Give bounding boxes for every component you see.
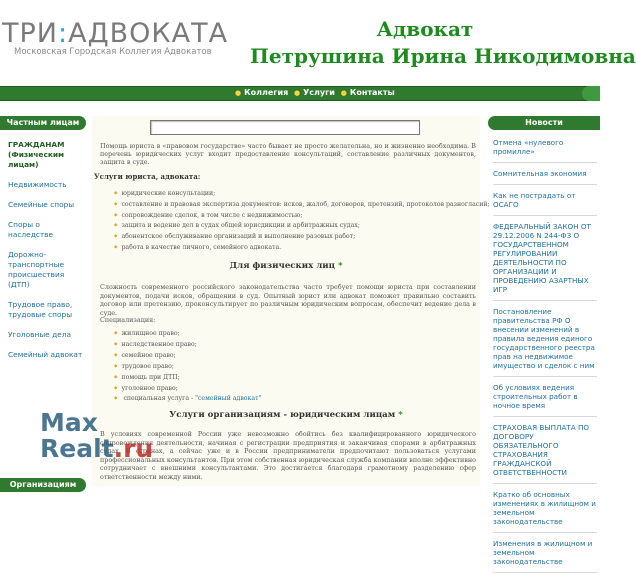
right-sidebar — [488, 108, 600, 566]
list-item: ◆ семейное право; — [114, 351, 454, 362]
special-service-prefix: специальная услуга - — [123, 395, 196, 403]
logo-suffix: АДВОКАТА — [68, 18, 229, 49]
top-menu-bar — [0, 86, 600, 101]
star-mark: * — [398, 410, 403, 420]
menu-item-uslugi[interactable]: Услуги — [303, 88, 335, 97]
bullet-icon: ● — [294, 89, 301, 97]
list-item: ◆ помощь при ДТП; — [114, 373, 454, 384]
news-header: Новости — [488, 116, 600, 130]
logo-subtitle: Московская Городская Коллегия Адвокатов — [14, 47, 212, 57]
list-item: ◆ жилищное право; — [114, 329, 454, 340]
logo-colon: : — [57, 18, 69, 49]
left-nav-item-realty[interactable]: Недвижимость — [8, 180, 67, 189]
specialization-list — [114, 329, 454, 405]
news-item[interactable]: Отмена «нулевого промилле» — [493, 138, 597, 163]
list-item — [114, 394, 454, 405]
news-item[interactable]: Сомнительная экономия — [493, 169, 597, 185]
list-item: ◆ абонентское обслуживание организаций и выполнение разовых работ; — [114, 232, 474, 243]
news-item[interactable]: Как не пострадать от ОСАГО — [493, 191, 597, 216]
specialization-label: Специализация: — [100, 316, 156, 324]
list-item: ◆ сопровождение сделок, в том числе с недвижимостью; — [114, 211, 474, 222]
services-list — [114, 189, 490, 254]
news-list — [488, 138, 600, 573]
physical-persons-heading — [92, 261, 480, 271]
list-item: ◆ уголовное право; — [114, 384, 454, 395]
menu-item-kollegiya[interactable]: Коллегия — [244, 88, 289, 97]
list-item: ◆ трудовое право; — [114, 362, 454, 373]
watermark-line-1: Max — [40, 408, 98, 437]
news-item[interactable]: Об условиях ведения строительных работ в ночное время — [493, 383, 597, 417]
services-heading: Услуги юриста, адвоката: — [94, 172, 201, 181]
organizations-heading-text: Услуги организациям - юридическим лицам — [169, 410, 396, 420]
family-lawyer-link[interactable]: "семейный адвокат" — [195, 395, 262, 403]
title-line-1: Адвокат — [376, 17, 474, 41]
bullet-icon: ● — [235, 89, 242, 97]
left-nav-item-dtp[interactable]: Дорожно-транспортные происшествия (ДТП) — [8, 250, 65, 289]
left-nav-item-family[interactable]: Семейные споры — [8, 200, 75, 209]
star-mark: * — [338, 261, 343, 271]
watermark-tld: .ru — [113, 434, 154, 463]
list-item: ◆ работа в качестве личного, семейного адвоката. — [114, 243, 474, 254]
watermark — [40, 410, 153, 462]
watermark-main: Realt — [40, 434, 114, 463]
intro-text: Помощь юриста в «правовом государстве» часто бывает не просто желательна, но и жизненно необходима. В перечень юридических услуг входит предоставление консультаций, составление различных документов, защита в суде. — [100, 142, 476, 166]
title-line-2: Петрушина Ирина Никодимовна — [250, 44, 636, 68]
news-item[interactable]: Изменения в жилищном и земельном законодательстве — [493, 539, 597, 573]
list-item: ◆ составление и правовая экспертиза документов: исков, жалоб, договоров, претензий, протоколов разногласий; — [114, 200, 474, 211]
topbar-cap-right — [582, 86, 600, 101]
list-item: ◆ защита и ведение дел в судах общей юрисдикции и арбитражных судах; — [114, 221, 474, 232]
news-item[interactable]: Постановление правительства РФ О внесении изменений в правила ведения единого государственного реестра прав на недвижимое имущество и сделок с ним — [493, 307, 597, 377]
list-item: ◆ юридические консультации; — [114, 189, 474, 200]
left-nav-item-labor[interactable]: Трудовое право, трудовые споры — [8, 300, 73, 319]
news-item[interactable]: СТРАХОВАЯ ВЫПЛАТА ПО ДОГОВОРУ ОБЯЗАТЕЛЬНОГО СТРАХОВАНИЯ ГРАЖДАНСКОЙ ОТВЕТСТВЕННОСТИ — [493, 423, 597, 484]
left-nav — [0, 140, 86, 360]
left-nav-item-inheritance[interactable]: Споры о наследстве — [8, 220, 54, 239]
left-nav-item-family-lawyer[interactable]: Семейный адвокат — [8, 350, 83, 359]
list-item: ◆ наследственное право; — [114, 340, 454, 351]
physical-persons-heading-text: Для физических лиц — [229, 261, 335, 271]
page-title — [250, 16, 636, 70]
physical-persons-text: Сложность современного российского законодательства часто требует помощи юриста при составлении документов, подачи исков, обращении в суд. Опытный юрист или адвокат поможет правильно составить договор или претензию, проконсультирует по различным юридическим вопросам, обеспечит ведение дела в суде. — [100, 283, 476, 317]
bullet-icon: ● — [340, 89, 347, 97]
left-sidebar-header-orgs: Организациям — [0, 478, 86, 492]
left-sidebar-header: Частным лицам — [0, 116, 86, 130]
news-item[interactable]: Кратко об основных изменениях в жилищном и земельном законодательстве — [493, 490, 597, 533]
menu-item-kontakty[interactable]: Контакты — [349, 88, 395, 97]
left-nav-item-criminal[interactable]: Уголовные дела — [8, 330, 71, 339]
organizations-text: В условиях современной России уже невозможно обойтись без квалифицированного юридического сопровождения деятельности, начиная с регистрации предприятия и заканчивая спорами в арбитражных судах. В странах, а сейчас уже и в России предприниматели предпочитают пользоваться услугами профессиональных консультантов. При этом собственная юридическая служба компании вполне эффективно сотрудничает с внешними консультантами. Это достигается благодаря грамотному разделению сфер ответственности между ними. — [100, 430, 476, 481]
logo-prefix: ТРИ — [2, 18, 58, 49]
watermark-line-2 — [40, 436, 153, 462]
search-input[interactable] — [150, 120, 420, 135]
top-menu — [232, 88, 395, 97]
news-item[interactable]: ФЕДЕРАЛЬНЫЙ ЗАКОН ОТ 29.12.2006 N 244-ФЗ О ГОСУДАРСТВЕННОМ РЕГУЛИРОВАНИИ ДЕЯТЕЛЬНОСТИ ПО ОРГАНИЗАЦИИ И ПРОВЕДЕНИЮ АЗАРТНЫХ ИГР — [493, 222, 597, 301]
logo[interactable] — [2, 18, 228, 49]
site-header — [0, 0, 636, 86]
left-nav-item-citizens[interactable]: ГРАЖДАНАМ (Физическим лицам) — [8, 140, 65, 169]
left-sidebar-bottom — [0, 470, 86, 492]
